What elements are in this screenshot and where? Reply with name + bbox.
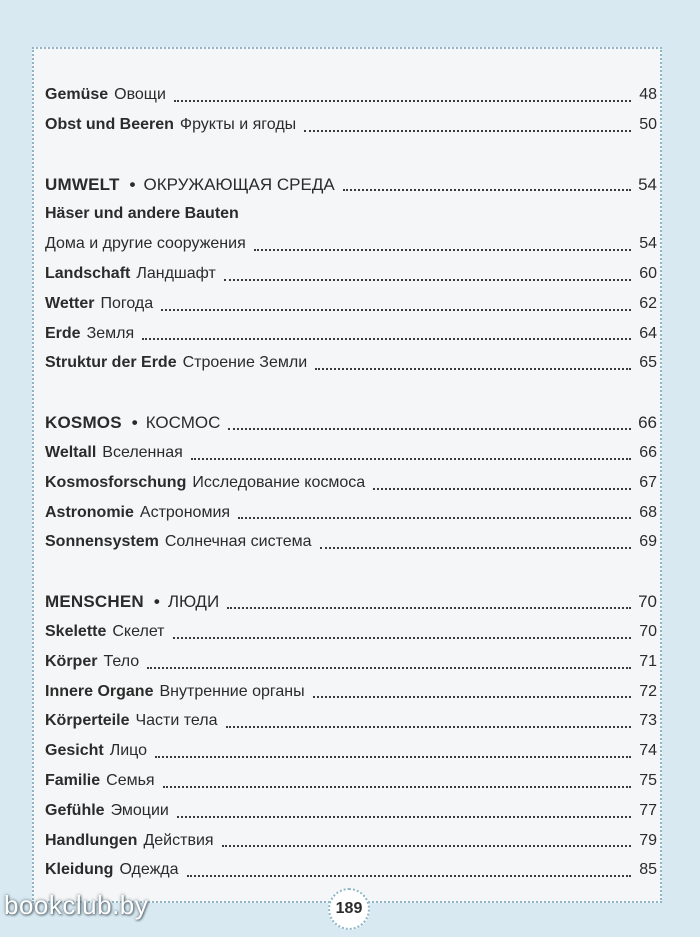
toc-entry-row[interactable] [45,289,657,319]
dot-leader [227,607,631,609]
entry-german-title: Häser und andere Bauten [45,205,239,223]
entry-russian-title: Скелет [112,622,165,640]
entry-page-number: 68 [639,503,657,521]
bullet-icon: • [129,174,136,194]
entry-page-number: 66 [638,413,657,433]
entry-page-number: 79 [639,831,657,849]
entry-page-number: 67 [639,473,657,491]
entry-russian-title: ОКРУЖАЮЩАЯ СРЕДА [143,174,335,194]
watermark-text: bookclub.by [4,890,149,920]
entry-page-number: 64 [639,324,657,342]
toc-entry-row[interactable] [45,348,657,378]
toc-entry-row[interactable] [45,259,657,289]
entry-german-title: Familie [45,771,101,789]
entry-page-number: 75 [639,771,657,789]
toc-entry-row[interactable] [45,706,657,736]
entry-german-title: Sonnensystem [45,533,159,551]
entry-russian-title: Исследование космоса [192,473,366,491]
entry-page-number: 72 [639,682,657,700]
dot-leader [187,875,631,877]
toc-entry-row[interactable] [45,468,657,498]
dot-leader [254,249,631,251]
entry-russian-title: Внутренние органы [159,682,305,700]
table-of-contents [45,80,657,885]
dot-leader [226,726,632,728]
dot-leader [142,338,631,340]
entry-german-title: Astronomie [45,503,134,521]
entry-russian-title: Солнечная система [164,533,312,551]
toc-entry-row[interactable] [45,498,657,528]
entry-page-number: 74 [639,742,657,760]
toc-entry-row[interactable] [45,736,657,766]
dot-leader [173,637,631,639]
entry-russian-title: Части тела [135,712,218,730]
entry-russian-title: КОСМОС [145,413,221,433]
toc-entry-row[interactable] [45,527,657,557]
dot-leader [315,368,631,370]
dot-leader [155,756,631,758]
entry-page-number: 48 [639,86,657,103]
entry-german-title: Kleidung [45,861,114,879]
entry-page-number: 65 [639,354,657,372]
entry-page-number: 69 [639,533,657,551]
dot-leader [174,100,631,102]
dot-leader [161,309,631,311]
toc-entry-row[interactable] [45,796,657,826]
toc-section-row[interactable] [45,408,657,438]
dot-leader [228,428,631,430]
section-gap [45,378,657,408]
entry-page-number: 77 [639,801,657,819]
bullet-icon: • [153,592,160,612]
entry-russian-title: Овощи [114,86,166,103]
entry-russian-title: Дома и другие сооружения [45,235,246,253]
entry-page-number: 50 [639,115,657,133]
entry-german-title: UMWELT [45,174,120,194]
entry-page-number: 70 [639,622,657,640]
entry-german-title: Körper [45,652,98,670]
entry-german-title: Kosmosforschung [45,473,187,491]
entry-russian-title: Тело [103,652,140,670]
toc-entry-row[interactable] [45,438,657,468]
bullet-icon: • [131,413,138,433]
entry-german-title: Wetter [45,294,95,312]
entry-german-title: KOSMOS [45,413,122,433]
dot-leader [191,458,631,460]
dot-leader [147,667,631,669]
entry-german-title: Handlungen [45,831,138,849]
entry-russian-title: Семья [106,771,155,789]
entry-german-title: Gefühle [45,801,105,819]
section-gap [45,140,657,170]
toc-section-row[interactable] [45,587,657,617]
entry-german-title: Weltall [45,443,97,461]
entry-russian-title: ЛЮДИ [167,592,220,612]
toc-section-row[interactable] [45,170,657,200]
entry-page-number: 60 [639,264,657,282]
entry-page-number: 73 [639,712,657,730]
toc-entry-row[interactable] [45,677,657,707]
entry-german-title: Skelette [45,622,107,640]
entry-german-title: Landschaft [45,264,131,282]
entry-german-title: Gemüse [45,86,109,103]
entry-page-number: 62 [639,294,657,312]
entry-russian-title: Лицо [109,742,148,760]
dot-leader [224,279,631,281]
toc-entry-row[interactable] [45,766,657,796]
toc-entry-row[interactable] [45,110,657,140]
entry-russian-title: Эмоции [110,801,169,819]
toc-entry-row[interactable] [45,617,657,647]
entry-german-title: Obst und Beeren [45,115,174,133]
entry-german-title: Innere Organe [45,682,154,700]
entry-russian-title: Астрономия [139,503,231,521]
dot-leader [304,130,631,132]
entry-russian-title: Строение Земли [182,354,308,372]
entry-german-title: MENSCHEN [45,592,144,612]
entry-german-title: Erde [45,324,81,342]
dot-leader [320,547,631,549]
entry-page-number: 85 [639,861,657,879]
entry-page-number: 54 [638,174,657,194]
toc-subtitle-row[interactable] [45,199,657,229]
entry-page-number: 54 [639,235,657,253]
dot-leader [238,517,631,519]
entry-russian-title: Вселенная [102,443,183,461]
dot-leader [343,189,631,191]
entry-russian-title: Погода [100,294,154,312]
toc-entry-row[interactable] [45,826,657,856]
entry-russian-title: Одежда [119,861,179,879]
entry-russian-title: Фрукты и ягоды [179,115,297,133]
page-number: 189 [328,888,370,930]
entry-russian-title: Действия [143,831,214,849]
entry-german-title: Struktur der Erde [45,354,177,372]
dot-leader [373,488,631,490]
dot-leader [313,696,631,698]
toc-entry-row[interactable] [45,229,657,259]
dot-leader [177,816,631,818]
entry-german-title: Körperteile [45,712,130,730]
entry-german-title: Gesicht [45,742,104,760]
entry-page-number: 70 [638,592,657,612]
entry-russian-title: Земля [86,324,135,342]
toc-entry-row[interactable] [45,647,657,677]
section-gap [45,557,657,587]
toc-entry-row[interactable] [45,855,657,885]
dot-leader [222,845,631,847]
entry-page-number: 66 [639,443,657,461]
toc-entry-row[interactable] [45,80,657,110]
dot-leader [163,786,631,788]
entry-russian-title: Ландшафт [136,264,216,282]
entry-page-number: 71 [639,652,657,670]
toc-entry-row[interactable] [45,319,657,349]
